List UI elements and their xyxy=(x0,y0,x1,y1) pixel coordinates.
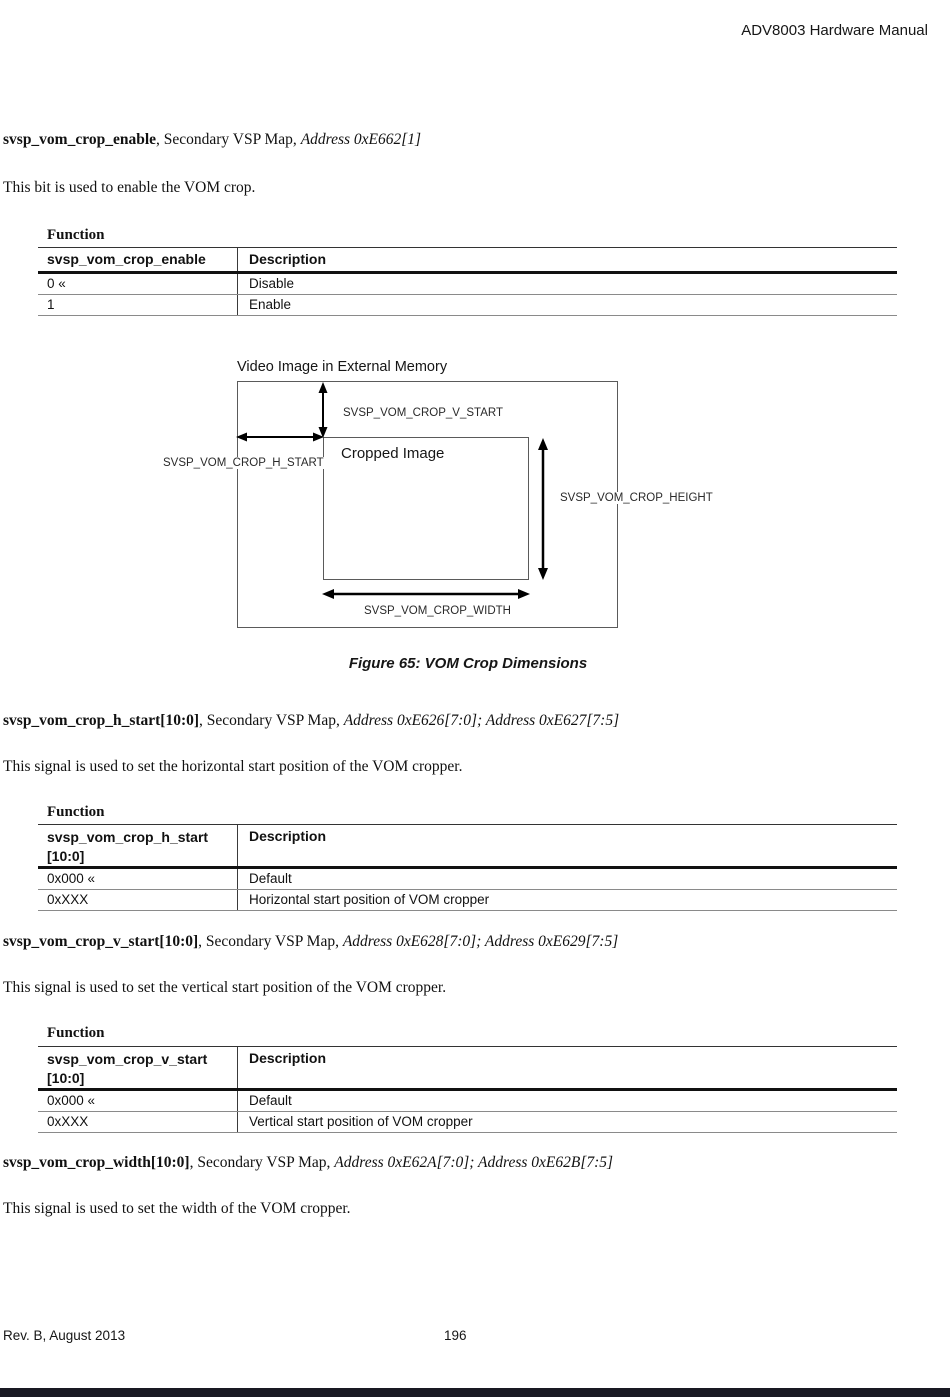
function-table-h-start xyxy=(38,824,897,911)
register-description-enable: This bit is used to enable the VOM crop. xyxy=(3,179,256,196)
table-row xyxy=(38,295,897,316)
table-cell-value: 0xXXX xyxy=(38,1112,238,1132)
function-table-v-start xyxy=(38,1046,897,1133)
register-name: svsp_vom_crop_v_start[10:0] xyxy=(3,933,199,950)
footer-revision: Rev. B, August 2013 xyxy=(3,1328,126,1343)
table-header-col1 xyxy=(38,825,238,866)
page-bottom-bar xyxy=(0,1388,950,1397)
register-heading-v-start xyxy=(3,933,618,950)
function-table-label: Function xyxy=(47,804,105,820)
table-header-row xyxy=(38,825,897,869)
header-line-2: [10:0] xyxy=(47,1070,85,1086)
table-cell-description: Disable xyxy=(249,276,295,291)
register-name: svsp_vom_crop_h_start[10:0] xyxy=(3,712,200,729)
table-header-row xyxy=(38,1047,897,1091)
register-description-width: This signal is used to set the width of the VOM cropper. xyxy=(3,1200,351,1217)
register-heading-enable xyxy=(3,131,421,148)
register-address: Address 0xE628[7:0]; Address 0xE629[7:5] xyxy=(342,933,619,950)
register-map: , Secondary VSP Map, xyxy=(189,1154,335,1171)
register-heading-width xyxy=(3,1154,613,1171)
header-line-2: [10:0] xyxy=(47,848,85,864)
figure-caption: Figure 65: VOM Crop Dimensions xyxy=(348,655,588,672)
v-start-label: SVSP_VOM_CROP_V_START xyxy=(343,407,503,419)
table-cell-description: Default xyxy=(249,871,292,886)
register-map: , Secondary VSP Map, xyxy=(156,131,301,148)
header-line-1: svsp_vom_crop_v_start xyxy=(47,1051,208,1067)
table-header-col2: Description xyxy=(249,828,327,844)
register-description-h-start: This signal is used to set the horizontal start position of the VOM cropper. xyxy=(3,758,463,775)
page-header-title: ADV8003 Hardware Manual xyxy=(741,22,928,39)
table-cell-value: 0x000 « xyxy=(38,1091,238,1111)
table-row xyxy=(38,869,897,890)
table-row xyxy=(38,274,897,295)
table-cell-value: 0 « xyxy=(38,274,238,294)
register-name: svsp_vom_crop_enable xyxy=(3,131,157,148)
table-header-col1 xyxy=(38,1047,238,1088)
cropped-image-label: Cropped Image xyxy=(341,445,445,462)
table-header-row xyxy=(38,248,897,274)
table-cell-value: 0x000 « xyxy=(38,869,238,889)
register-description-v-start: This signal is used to set the vertical start position of the VOM cropper. xyxy=(3,979,447,996)
height-label: SVSP_VOM_CROP_HEIGHT xyxy=(560,492,713,504)
register-address: Address 0xE662[1] xyxy=(300,131,422,148)
table-header-col2: Description xyxy=(249,1050,327,1066)
function-table-label: Function xyxy=(47,227,105,243)
table-cell-description: Vertical start position of VOM cropper xyxy=(249,1114,473,1129)
footer-page-number: 196 xyxy=(444,1328,467,1343)
function-table-enable xyxy=(38,247,897,316)
table-cell-value: 1 xyxy=(38,295,238,315)
table-cell-value: 0xXXX xyxy=(38,890,238,910)
register-address: Address 0xE62A[7:0]; Address 0xE62B[7:5] xyxy=(334,1154,614,1171)
table-row xyxy=(38,1091,897,1112)
register-map: , Secondary VSP Map, xyxy=(199,712,344,729)
table-header-col1: svsp_vom_crop_enable xyxy=(38,248,238,271)
table-cell-description: Horizontal start position of VOM cropper xyxy=(249,892,490,907)
table-cell-description: Default xyxy=(249,1093,292,1108)
table-cell-description: Enable xyxy=(249,297,292,312)
register-heading-h-start xyxy=(3,712,619,729)
h-start-label: SVSP_VOM_CROP_H_START xyxy=(163,457,324,469)
function-table-label: Function xyxy=(47,1025,105,1041)
table-row xyxy=(38,1112,897,1133)
register-map: , Secondary VSP Map, xyxy=(198,933,343,950)
table-row xyxy=(38,890,897,911)
register-name: svsp_vom_crop_width[10:0] xyxy=(3,1154,190,1171)
register-address: Address 0xE626[7:0]; Address 0xE627[7:5] xyxy=(343,712,620,729)
width-label: SVSP_VOM_CROP_WIDTH xyxy=(364,605,511,617)
header-line-1: svsp_vom_crop_h_start xyxy=(47,829,209,845)
figure-title: Video Image in External Memory xyxy=(237,359,448,375)
table-header-col2: Description xyxy=(249,251,327,267)
